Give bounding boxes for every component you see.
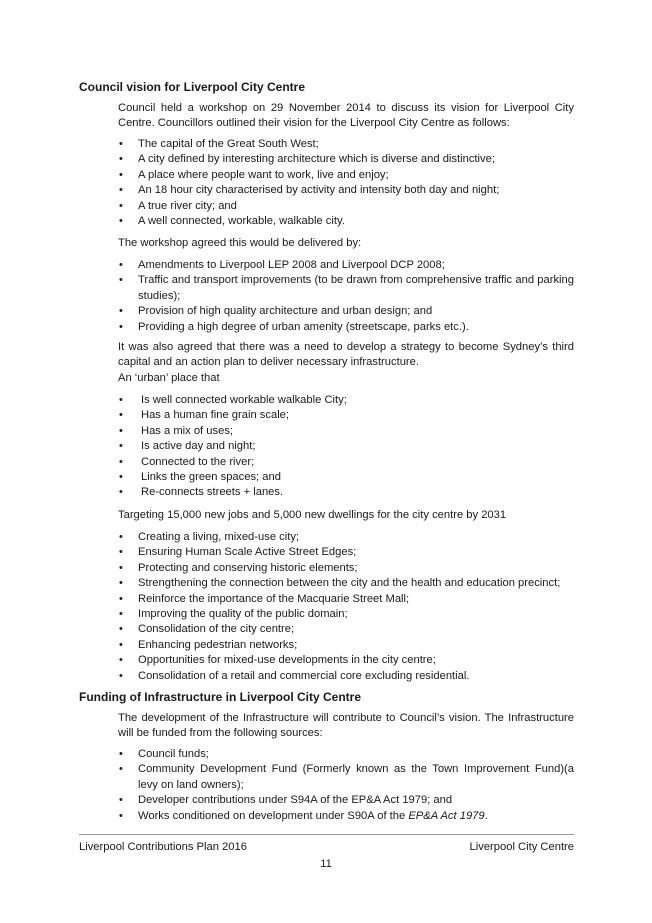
list-item: • Has a human fine grain scale; bbox=[118, 408, 574, 423]
vision-intro: Council held a workshop on 29 November 2014 to discuss its vision for Liverpool City Centre. Councillors outlined their vision for the Liverpool City Centre as follows: bbox=[118, 102, 574, 130]
section-heading-funding: Funding of Infrastructure in Liverpool City Centre bbox=[79, 690, 362, 704]
target-list bbox=[118, 530, 574, 684]
funding-list bbox=[118, 747, 574, 824]
page-number: 11 bbox=[320, 858, 332, 870]
list-item: • Is well connected workable walkable City; bbox=[118, 393, 574, 408]
list-item: • Re-connects streets + lanes. bbox=[118, 485, 574, 500]
list-item: • Amendments to Liverpool LEP 2008 and Liverpool DCP 2008; bbox=[118, 258, 574, 273]
list-item-suffix: . bbox=[484, 809, 488, 822]
list-item: • Providing a high degree of urban amenity (streetscape, parks etc.). bbox=[118, 320, 574, 335]
list-item: • Opportunities for mixed-use developments in the city centre; bbox=[118, 653, 574, 668]
list-item: • Reinforce the importance of the Macquarie Street Mall; bbox=[118, 592, 574, 607]
section-heading-vision: Council vision for Liverpool City Centre bbox=[79, 80, 306, 94]
list-item: • Consolidation of the city centre; bbox=[118, 622, 574, 637]
list-item: • Council funds; bbox=[118, 747, 574, 762]
list-item: • An 18 hour city characterised by activity and intensity both day and night; bbox=[118, 183, 574, 198]
act-name: EP&A Act 1979 bbox=[408, 809, 485, 822]
urban-list bbox=[118, 393, 574, 501]
vision-list bbox=[118, 137, 574, 229]
list-item: • Provision of high quality architecture and urban design; and bbox=[118, 304, 574, 319]
list-item: • Creating a living, mixed-use city; bbox=[118, 530, 574, 545]
funding-intro: The development of the Infrastructure will contribute to Council’s vision. The Infrastructure will be funded from the following sources: bbox=[118, 712, 574, 740]
delivered-list bbox=[118, 258, 574, 335]
list-item: • Enhancing pedestrian networks; bbox=[118, 638, 574, 653]
list-item: • Ensuring Human Scale Active Street Edges; bbox=[118, 545, 574, 560]
list-item: • Improving the quality of the public domain; bbox=[118, 607, 574, 622]
list-item: • Strengthening the connection between the city and the health and education precinct; bbox=[118, 576, 574, 591]
footer-divider bbox=[79, 834, 574, 835]
list-item: • Traffic and transport improvements (to be drawn from comprehensive traffic and parking studies); bbox=[118, 273, 574, 304]
list-item: • A place where people want to work, live and enjoy; bbox=[118, 168, 574, 183]
footer-document-title: Liverpool Contributions Plan 2016 bbox=[79, 841, 247, 853]
list-item: • A well connected, workable, walkable city. bbox=[118, 214, 574, 229]
list-item: • Community Development Fund (Formerly known as the Town Improvement Fund)(a levy on land owners); bbox=[118, 762, 574, 793]
list-item: • Is active day and night; bbox=[118, 439, 574, 454]
list-item bbox=[118, 809, 574, 824]
list-item: • Connected to the river; bbox=[118, 455, 574, 470]
list-item: • A city defined by interesting architecture which is diverse and distinctive; bbox=[118, 152, 574, 167]
delivered-intro: The workshop agreed this would be delivered by: bbox=[118, 237, 362, 249]
strategy-text: It was also agreed that there was a need to develop a strategy to become Sydney’s third capital and an action plan to deliver necessary infrastructure. bbox=[118, 341, 574, 369]
footer-section-title: Liverpool City Centre bbox=[469, 841, 574, 853]
list-item: • Protecting and conserving historic elements; bbox=[118, 561, 574, 576]
list-item: • A true river city; and bbox=[118, 199, 574, 214]
urban-intro: An ‘urban’ place that bbox=[118, 372, 220, 384]
list-item: • Developer contributions under S94A of the EP&A Act 1979; and bbox=[118, 793, 574, 808]
list-item-text: Works conditioned on development under S90A of the bbox=[138, 809, 409, 822]
targeting-text: Targeting 15,000 new jobs and 5,000 new dwellings for the city centre by 2031 bbox=[118, 509, 507, 521]
list-item: • Has a mix of uses; bbox=[118, 424, 574, 439]
list-item: • The capital of the Great South West; bbox=[118, 137, 574, 152]
list-item: • Links the green spaces; and bbox=[118, 470, 574, 485]
list-item: • Consolidation of a retail and commercial core excluding residential. bbox=[118, 669, 574, 684]
